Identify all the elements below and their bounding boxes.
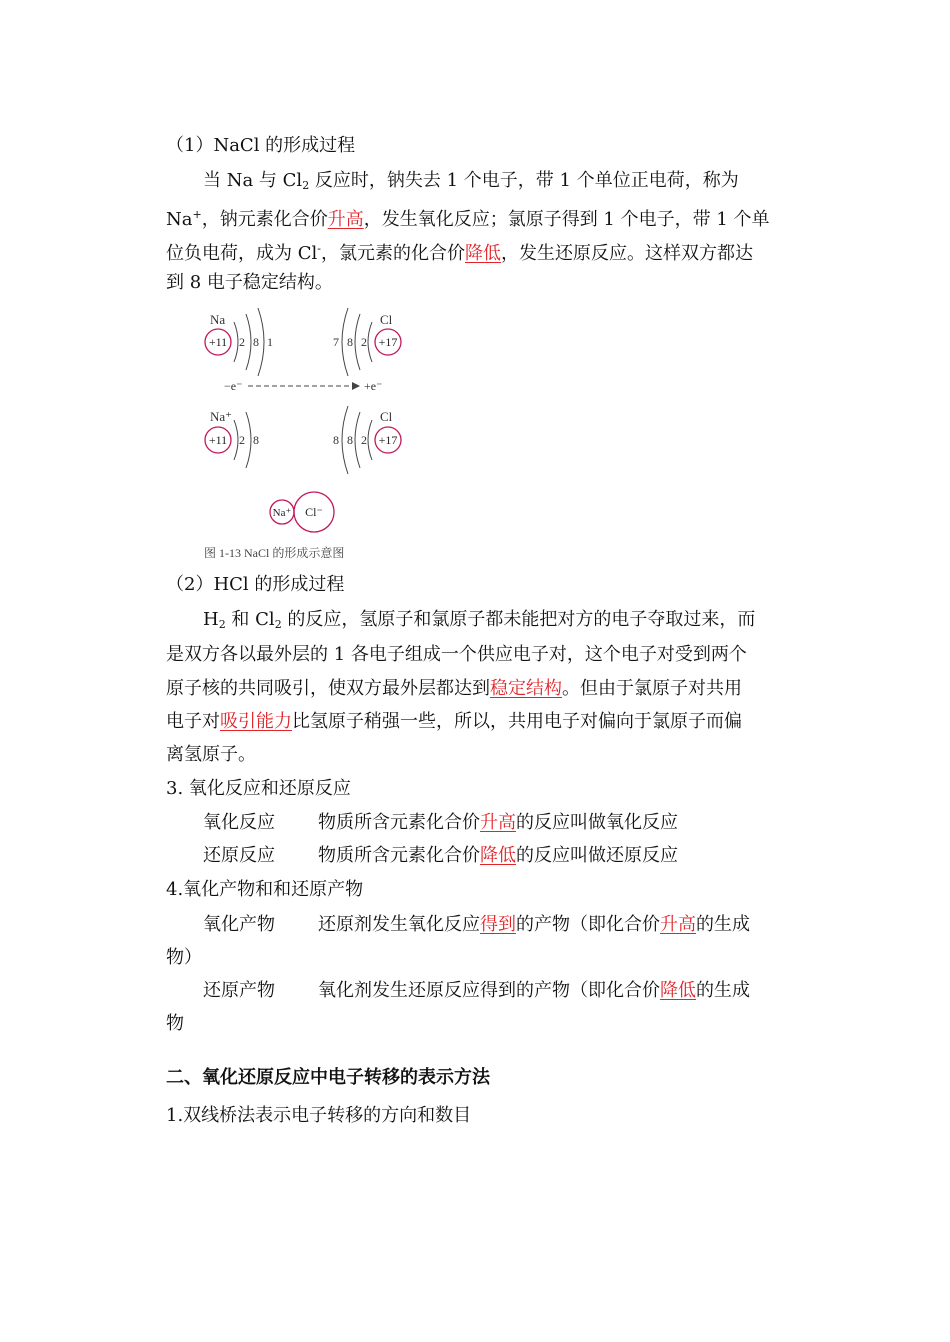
cl-ion-text: Cl⁻ <box>305 505 323 519</box>
cl-ion-shell-3: 2 <box>361 433 367 447</box>
cl-shell-3: 2 <box>361 335 367 349</box>
nacl-para-line3: 位负电荷，成为 Cl-，氯元素的化合价降低，发生还原反应。这样双方都达 <box>166 242 753 264</box>
part2-heading: 二、氧化还原反应中电子转移的表示方法 <box>166 1067 490 1088</box>
arrow-head <box>352 382 360 390</box>
na-ion-label: Na⁺ <box>210 409 233 424</box>
nacl-formation-diagram <box>196 304 406 566</box>
nacl-para-line1: 当 Na 与 $Cl_2$ 反应时，钠失去 1 个电子，带 1 个单位正电荷，称为 <box>203 170 739 192</box>
cl-label: Cl <box>380 312 393 327</box>
nacl-para-line4: 到 8 电子稳定结构。 <box>166 272 333 293</box>
na-ion-shell-2: 8 <box>253 433 259 447</box>
cl-ion-shell-1: 8 <box>333 433 339 447</box>
nacl-para-line2: Na+，钠元素化合价升高，发生氧化反应；氯原子得到 1 个电子，带 1 个单 <box>166 208 770 230</box>
na-ion-text: Na⁺ <box>272 507 292 519</box>
na-ion-shell-1: 2 <box>239 433 245 447</box>
hcl-para-line3: 原子核的共同吸引，使双方最外层都达到稳定结构。但由于氯原子对共用 <box>166 678 742 699</box>
hcl-para-line5: 离氢原子。 <box>166 744 256 765</box>
hcl-para-line1: $H_2$ 和 $Cl_2$ 的反应，氢原子和氯原子都未能把对方的电子夺取过来，而 <box>203 609 756 631</box>
cl-ion-shell-2: 8 <box>347 433 353 447</box>
reduction-product-tail: 物 <box>166 1013 184 1034</box>
hcl-heading: （2）HCl 的形成过程 <box>166 574 345 595</box>
na-ion-nucleus: +11 <box>208 433 228 447</box>
oxidation-row: 氧化反应 物质所含元素化合价升高的反应叫做氧化反应 <box>203 812 678 833</box>
hcl-para-line2: 是双方各以最外层的 1 各电子组成一个供应电子对，这个电子对受到两个 <box>166 644 747 665</box>
reduction-row: 还原反应 物质所含元素化合价降低的反应叫做还原反应 <box>203 845 678 866</box>
products-heading: 4.氧化产物和和还原产物 <box>166 879 364 900</box>
cl-ion-nucleus: +17 <box>378 433 398 447</box>
double-bridge-item: 1.双线桥法表示电子转移的方向和数目 <box>166 1105 472 1126</box>
cl-shell-1: 7 <box>333 335 339 349</box>
oxidation-product-tail: 物） <box>166 947 202 968</box>
reduction-product-row: 还原产物 氧化剂发生还原反应得到的产物（即化合价降低的生成 <box>203 980 750 1001</box>
cl-shell-2: 8 <box>347 335 353 349</box>
oxidation-product-row: 氧化产物 还原剂发生氧化反应得到的产物（即化合价升高的生成 <box>203 914 750 935</box>
hcl-para-line4: 电子对吸引能力比氢原子稍强一些，所以，共用电子对偏向于氯原子而偏 <box>166 711 742 732</box>
redox-heading: 3. 氧化反应和还原反应 <box>166 778 351 799</box>
na-shell-1: 2 <box>239 335 245 349</box>
gain-electron-label: +e⁻ <box>364 379 383 393</box>
lose-electron-label: −e⁻ <box>224 379 243 393</box>
figure-caption: 图 1-13 NaCl 的形成示意图 <box>204 546 345 560</box>
na-label: Na <box>210 312 226 327</box>
cl-ion-label: Cl <box>380 409 393 424</box>
na-shell-3: 1 <box>267 335 273 349</box>
nacl-heading: （1）NaCl 的形成过程 <box>166 135 356 156</box>
cl-nucleus: +17 <box>378 335 398 349</box>
na-nucleus: +11 <box>208 335 228 349</box>
na-shell-2: 8 <box>253 335 259 349</box>
